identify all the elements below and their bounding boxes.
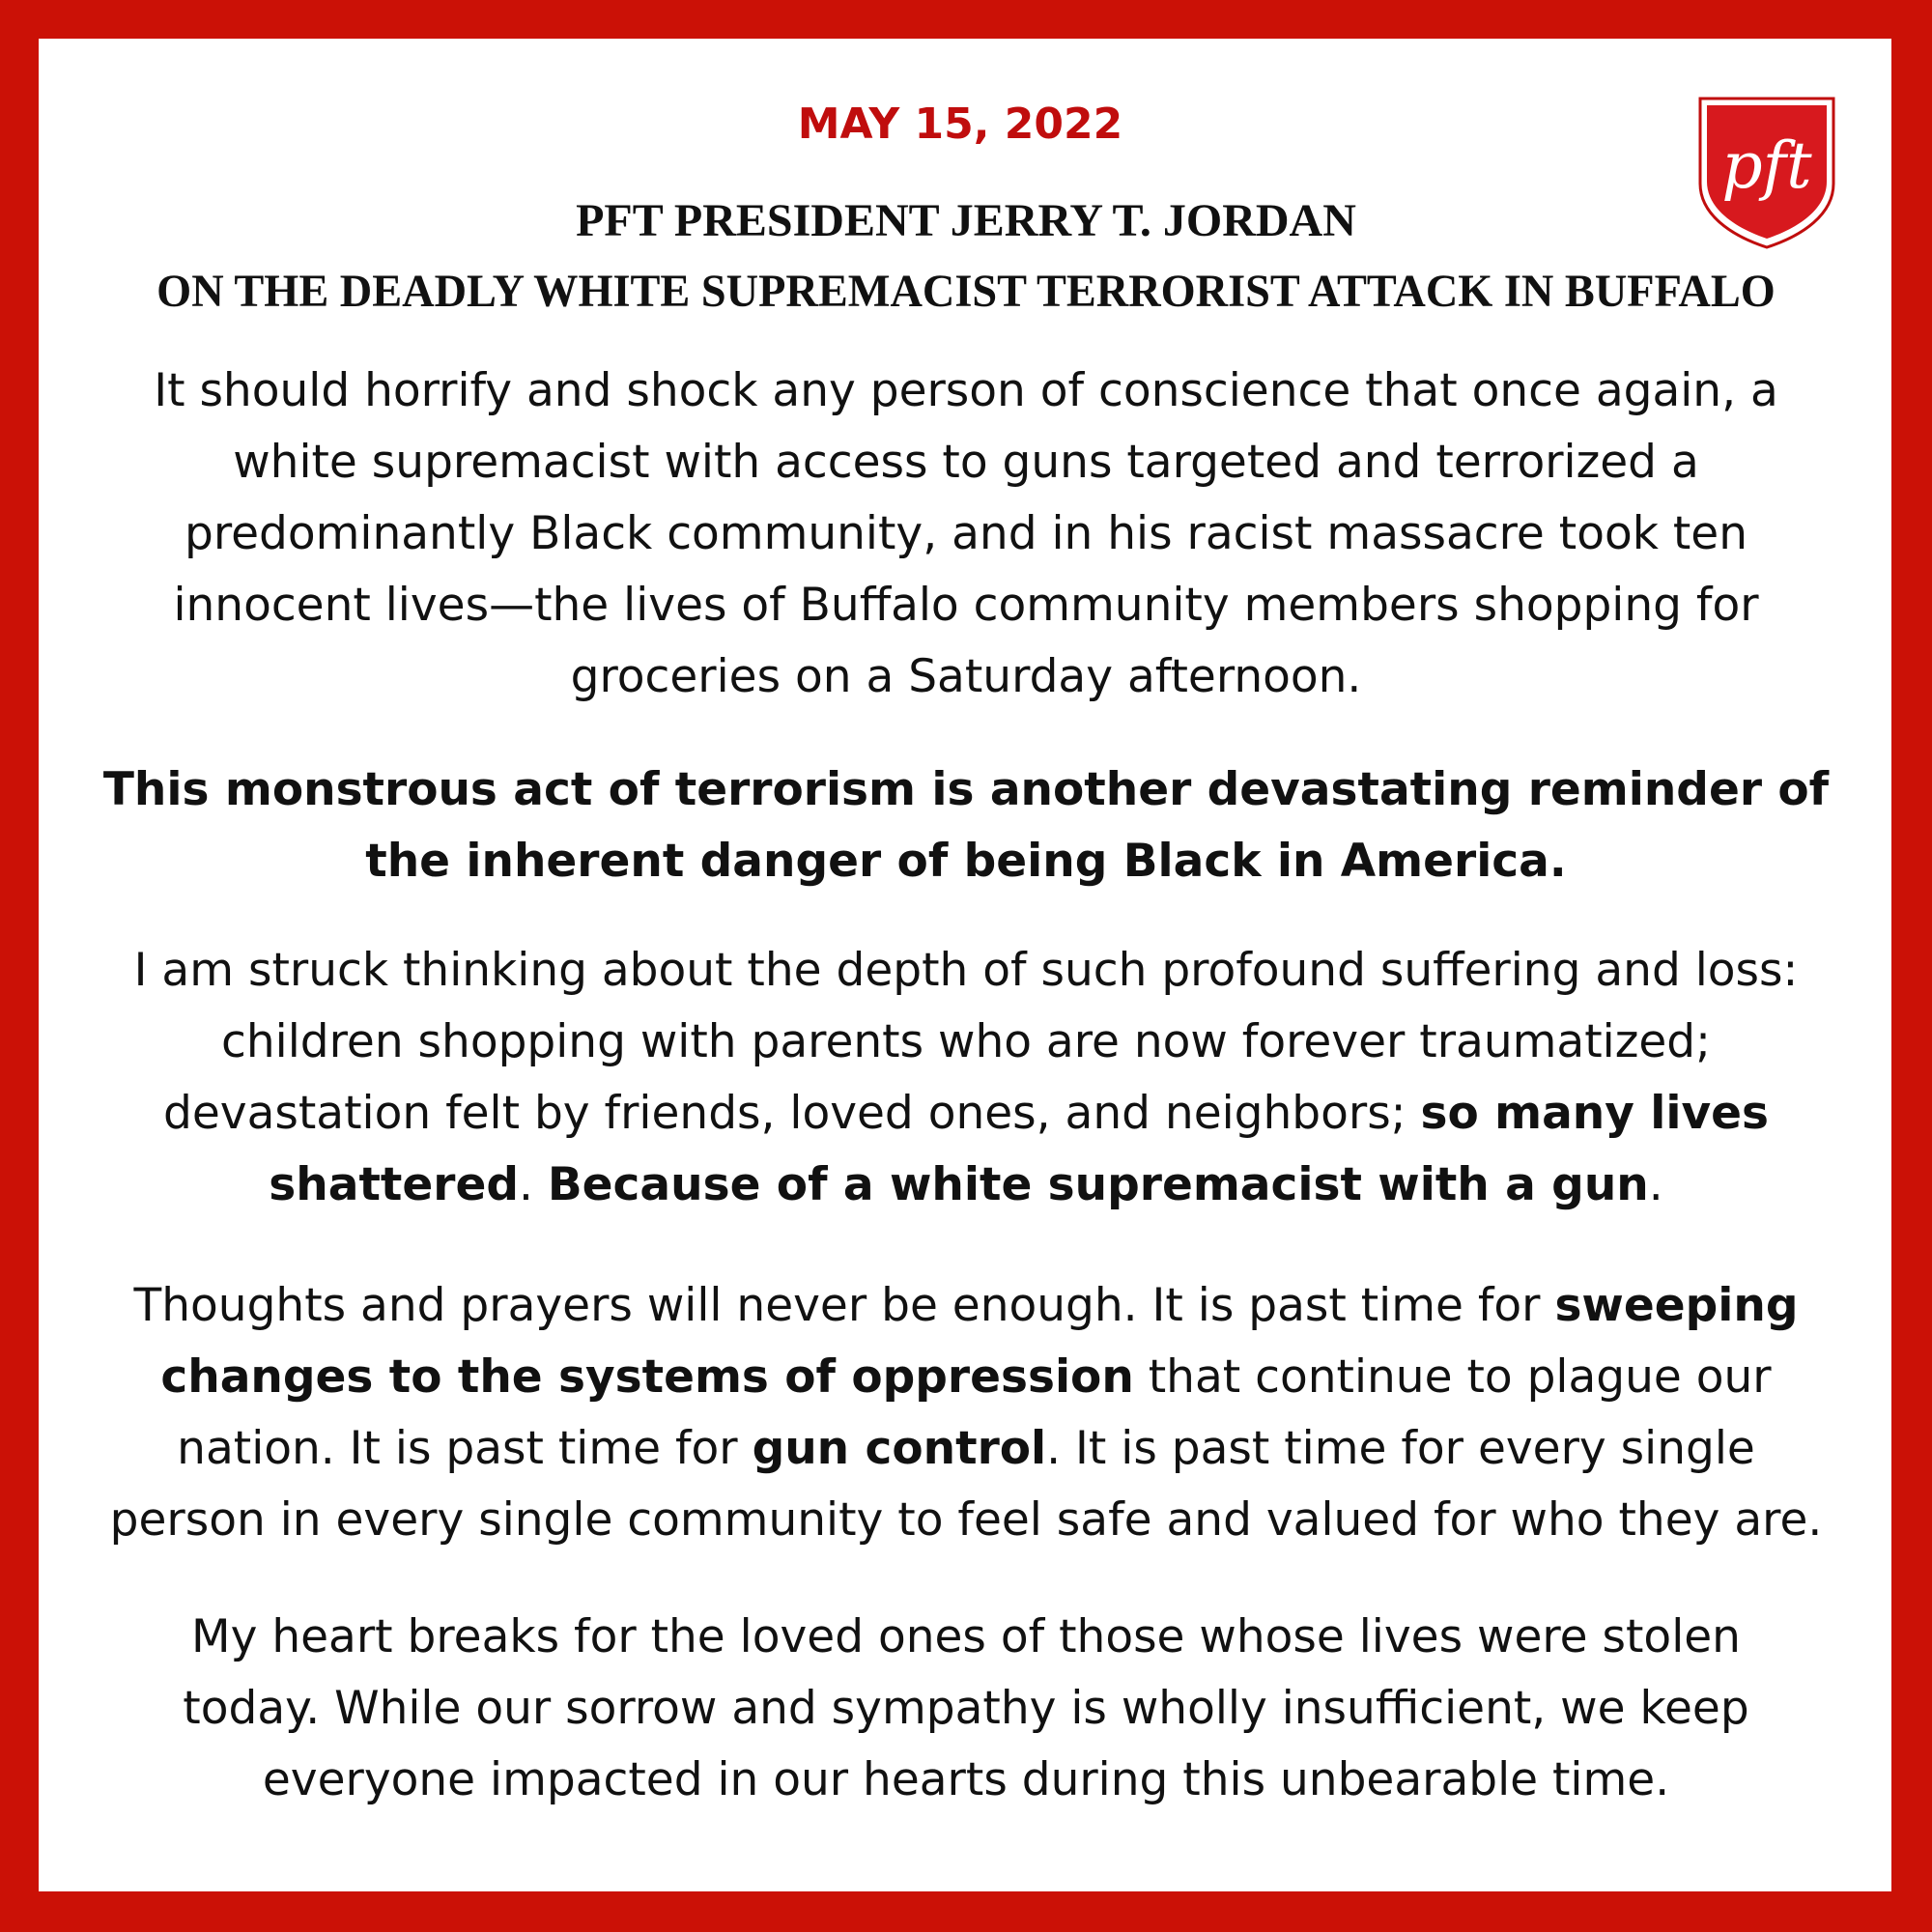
logo-text: pft [1721, 128, 1812, 203]
paragraph-line: the inherent danger of being Black in America. [365, 835, 1567, 888]
text-run: . [1648, 1158, 1663, 1211]
paragraph-5 [53, 1602, 1879, 1816]
paragraph-3 [53, 935, 1879, 1221]
paragraph-line [53, 1150, 1879, 1221]
paragraph-line: everyone impacted in our hearts during this unbearable time. [262, 1753, 1670, 1806]
bold-text: shattered [269, 1158, 519, 1211]
bold-text: sweeping [1554, 1279, 1799, 1332]
paragraph-line: today. While our sorrow and sympathy is wholly insufficient, we keep [183, 1682, 1749, 1735]
paragraph-4 [53, 1270, 1879, 1556]
bold-text: so many lives [1420, 1087, 1769, 1140]
text-run: Thoughts and prayers will never be enough. It is past time for [133, 1279, 1555, 1332]
paragraph-line: It should horrify and shock any person of conscience that once again, a [154, 364, 1778, 417]
paragraph-2-bold [53, 754, 1879, 897]
paragraph-line: predominantly Black community, and in his racist massacre took ten [185, 507, 1747, 560]
bold-text: changes to the systems of oppression [160, 1350, 1134, 1404]
text-run: devastation felt by friends, loved ones, and neighbors; [163, 1087, 1421, 1140]
paragraph-line: groceries on a Saturday afternoon. [570, 650, 1362, 703]
paragraph-line: person in every single community to feel safe and valued for who they are. [109, 1493, 1823, 1547]
paragraph-line [53, 1078, 1879, 1150]
bold-text: gun control [752, 1422, 1047, 1475]
paragraph-line: children shopping with parents who are now forever traumatized; [221, 1015, 1711, 1068]
headline-line-1: PFT PRESIDENT JERRY T. JORDAN [576, 195, 1356, 246]
bold-text: Because of a white supremacist with a gun [547, 1158, 1649, 1211]
date-heading: MAY 15, 2022 [797, 99, 1123, 149]
paragraph-1 [53, 355, 1879, 713]
headline-line-2: ON THE DEADLY WHITE SUPREMACIST TERRORIST ATTACK IN BUFFALO [156, 266, 1776, 317]
text-run: that continue to plague our [1133, 1350, 1772, 1404]
paragraph-line: white supremacist with access to guns targeted and terrorized a [233, 436, 1699, 489]
text-run: . It is past time for every single [1046, 1422, 1755, 1475]
paragraph-line [53, 1342, 1879, 1413]
text-run: . [518, 1158, 548, 1211]
paragraph-line [53, 1413, 1879, 1485]
paragraph-line: My heart breaks for the loved ones of those whose lives were stolen [191, 1610, 1741, 1663]
paragraph-line: I am struck thinking about the depth of such profound suffering and loss: [133, 944, 1799, 997]
paragraph-line [53, 1270, 1879, 1342]
paragraph-line: innocent lives—the lives of Buffalo community members shopping for [173, 579, 1759, 632]
paragraph-line: This monstrous act of terrorism is another devastating reminder of [102, 763, 1830, 816]
text-run: nation. It is past time for [177, 1422, 753, 1475]
